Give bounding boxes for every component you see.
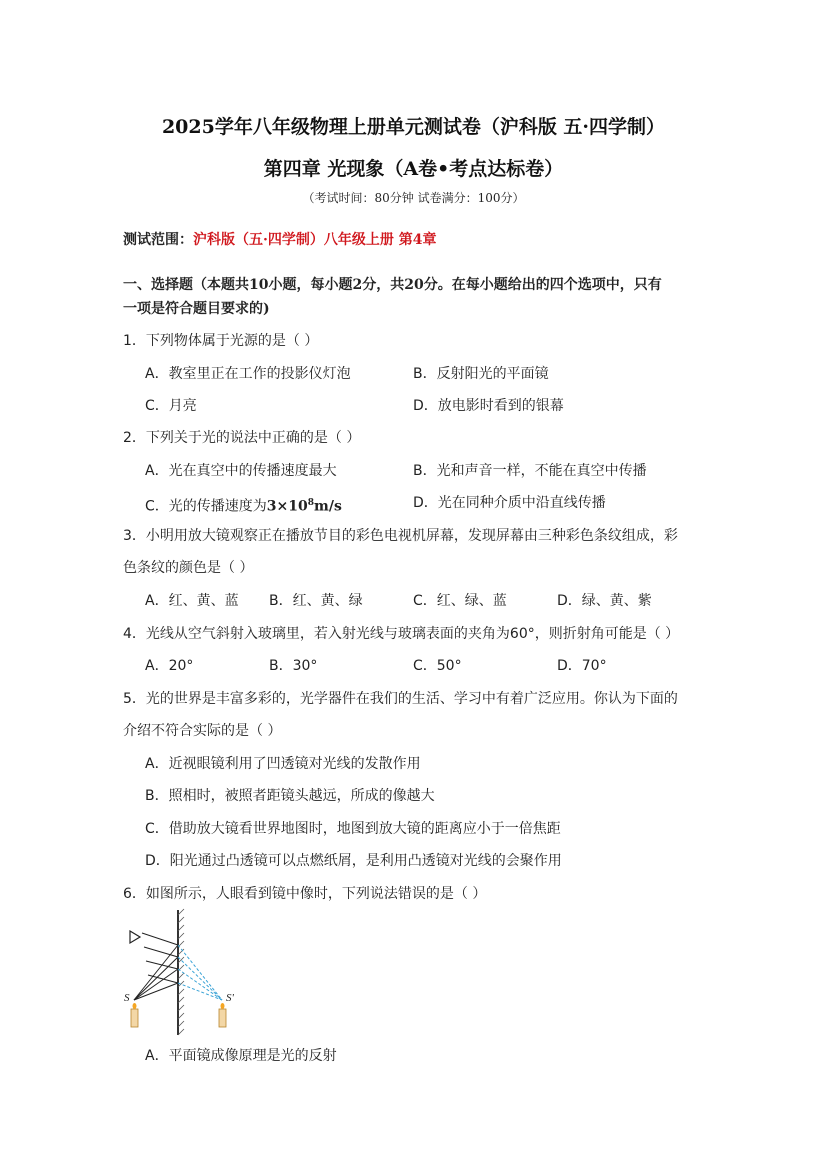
candle-image-icon [219,1003,226,1027]
question-5-option-b: B．照相时，被照者距镜头越远，所成的像越大 [145,788,435,804]
question-4-option-a: A．20° [145,658,194,674]
question-5-option-d: D．阳光通过凸透镜可以点燃纸屑，是利用凸透镜对光线的会聚作用 [145,853,562,869]
exam-info: （考试时间：80分钟 试卷满分：100分） [302,191,525,205]
light-speed-value: 3×10 [266,498,308,515]
question-4-option-c: C．50° [413,658,462,674]
question-1-option-d: D．放电影时看到的银幕 [413,398,564,414]
label-s: S [124,992,130,1004]
question-1-option-b: B．反射阳光的平面镜 [413,366,549,382]
test-scope-value: 沪科版（五·四学制）八年级上册 第4章 [193,232,437,248]
test-scope [123,230,437,250]
question-5-option-a: A．近视眼镜利用了凹透镜对光线的发散作用 [145,756,421,772]
question-1-stem: 1．下列物体属于光源的是（ ） [123,333,319,349]
question-5-stem-line2: 介绍不符合实际的是（ ） [123,723,282,739]
question-4-stem: 4．光线从空气斜射入玻璃里，若入射光线与玻璃表面的夹角为60°，则折射角可能是（ ） [123,626,680,642]
question-3-stem-line2: 色条纹的颜色是（ ） [123,560,254,576]
question-2-option-d: D．光在同种介质中沿直线传播 [413,495,606,511]
question-5-option-c: C．借助放大镜看世界地图时，地图到放大镜的距离应小于一倍焦距 [145,821,561,837]
label-s-prime: S' [226,992,234,1004]
question-4-option-d: D．70° [557,658,607,674]
question-2-option-c-text: C．光的传播速度为 [145,498,267,515]
question-6-option-a: A．平面镜成像原理是光的反射 [145,1048,337,1064]
question-4-option-b: B．30° [269,658,318,674]
section1-heading-line1: 一、选择题（本题共10小题，每小题2分，共20分。在每小题给出的四个选项中，只有 [123,277,662,293]
question-2-option-c [145,493,342,517]
chapter-title: 第四章 光现象（A卷•考点达标卷） [263,158,564,180]
question-1-option-a: A．教室里正在工作的投影仪灯泡 [145,366,351,382]
question-2-option-b: B．光和声音一样，不能在真空中传播 [413,463,647,479]
light-speed-exponent: 8 [307,498,315,508]
question-2-stem: 2．下列关于光的说法中正确的是（ ） [123,430,361,446]
incident-rays [134,945,178,1000]
eye-icon [130,931,140,943]
question-6-stem: 6．如图所示，人眼看到镜中像时，下列说法错误的是（ ） [123,886,487,902]
question-3-option-a: A．红、黄、蓝 [145,593,239,609]
question-3-stem-line1: 3．小明用放大镜观察正在播放节目的彩色电视机屏幕，发现屏幕由三种彩色条纹组成，彩 [123,528,678,544]
question-3-option-d: D．绿、黄、紫 [557,593,652,609]
paper-title: 2025学年八年级物理上册单元测试卷（沪科版 五·四学制） [161,116,666,138]
question-2-option-a: A．光在真空中的传播速度最大 [145,463,337,479]
section1-heading-line2: 一项是符合题目要求的) [123,301,270,317]
virtual-rays [178,945,222,1000]
question-3-option-c: C．红、绿、蓝 [413,593,507,609]
question-1-option-c: C．月亮 [145,398,197,414]
candle-source-icon [131,1003,138,1027]
reflected-rays [142,933,178,983]
test-scope-label: 测试范围： [123,232,193,248]
plane-mirror-figure [122,905,247,1040]
light-speed-unit: m/s [314,498,342,515]
question-5-stem-line1: 5．光的世界是丰富多彩的，光学器件在我们的生活、学习中有着广泛应用。你认为下面的 [123,691,678,707]
question-3-option-b: B．红、黄、绿 [269,593,363,609]
